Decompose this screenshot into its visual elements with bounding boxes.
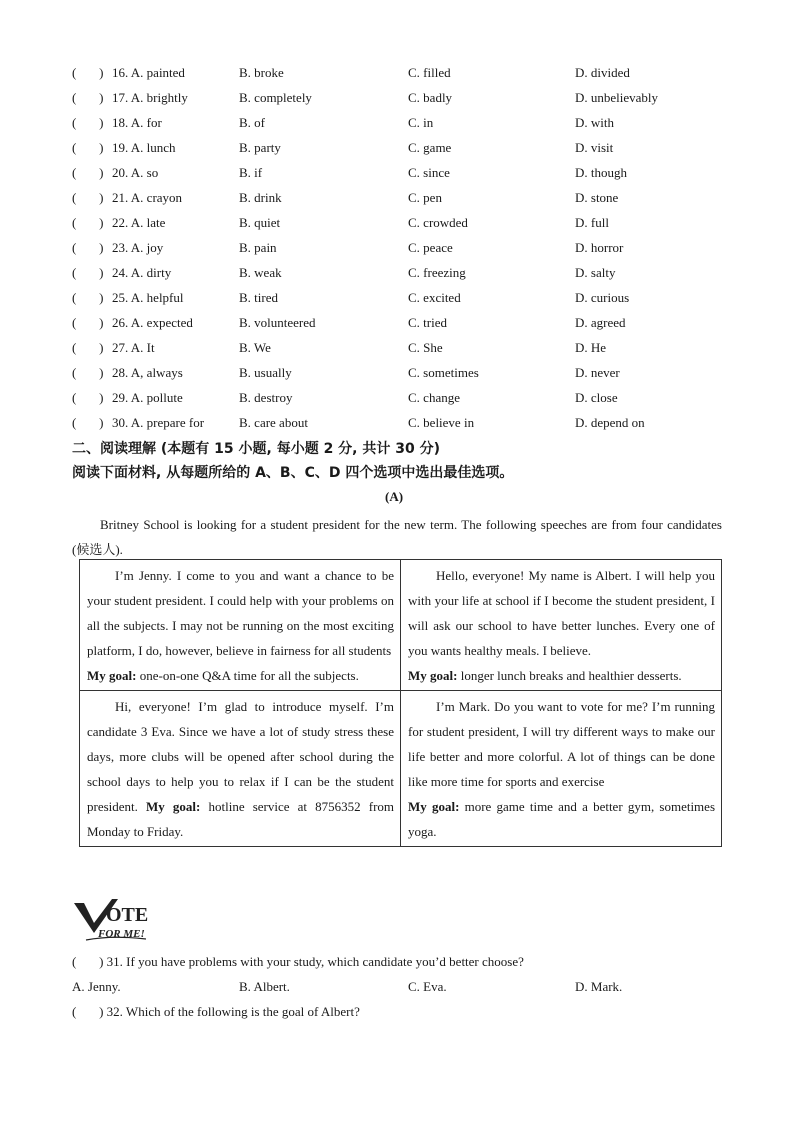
option-a: 18. A. for: [112, 115, 162, 130]
option-a: 23. A. joy: [112, 240, 164, 255]
option-b: B. We: [239, 340, 271, 355]
option-b: B. destroy: [239, 390, 293, 405]
option-b: B. volunteered: [239, 315, 316, 330]
logo-text-vote: OTE: [106, 904, 149, 926]
option-c: C. crowded: [408, 215, 468, 230]
option-d: D. divided: [575, 65, 630, 80]
option-row: [72, 163, 732, 183]
option-row: [72, 213, 732, 233]
candidate-speech: I’m Mark. Do you want to vote for me? I’m running for student president, I will try different ways to make our life better and more colorful. A lot of things can be done like more time for sports and exercise: [408, 699, 715, 789]
answer-blank[interactable]: ( ): [72, 954, 104, 969]
question-31-options: [72, 976, 732, 998]
passage-intro: [72, 512, 722, 562]
option-a: 22. A. late: [112, 215, 166, 230]
option-a: 29. A. pollute: [112, 390, 183, 405]
option-row: [72, 238, 732, 258]
answer-blank[interactable]: ( ): [72, 190, 104, 205]
option-c: C. excited: [408, 290, 461, 305]
candidate-eva: [80, 691, 401, 847]
candidate-jenny: [80, 560, 401, 691]
goal-text: more game time and a better gym, sometimes yoga.: [408, 799, 716, 839]
option-row: [72, 188, 732, 208]
candidate-mark: [401, 691, 722, 847]
option-row: [72, 263, 732, 283]
goal-text: hotline service at 8756352 from Monday to Friday.: [87, 799, 395, 839]
answer-blank[interactable]: ( ): [72, 215, 104, 230]
option-b: B. if: [239, 165, 263, 180]
option-row: [72, 88, 732, 108]
option-c: C. pen: [408, 190, 442, 205]
option-d: D. He: [575, 340, 607, 355]
option-c: C. change: [408, 390, 460, 405]
option-a: 17. A. brightly: [112, 90, 188, 105]
option-c: C. badly: [408, 90, 453, 105]
candidate-speech: Hi, everyone! I’m glad to introduce myself. I’m candidate 3 Eva. Since we have a lot of study stress these days, more clubs will be opened after school during the school days to help you to relax if I can be the student president.: [87, 699, 394, 814]
option-b: B. completely: [239, 90, 312, 105]
goal-text: longer lunch breaks and healthier desserts.: [460, 668, 682, 683]
option-a: 24. A. dirty: [112, 265, 172, 280]
answer-blank[interactable]: ( ): [72, 390, 104, 405]
option-d: D. agreed: [575, 315, 626, 330]
answer-blank[interactable]: ( ): [72, 90, 104, 105]
option-d: D. Mark.: [575, 979, 623, 994]
option-d: D. curious: [575, 290, 630, 305]
option-c: C. since: [408, 165, 450, 180]
answer-blank[interactable]: ( ): [72, 290, 104, 305]
option-b: B. weak: [239, 265, 282, 280]
goal-label: My goal:: [408, 799, 460, 814]
option-a: 20. A. so: [112, 165, 159, 180]
option-a: 30. A. prepare for: [112, 415, 205, 430]
option-b: B. drink: [239, 190, 282, 205]
answer-blank[interactable]: ( ): [72, 365, 104, 380]
option-d: D. depend on: [575, 415, 645, 430]
option-d: D. salty: [575, 265, 616, 280]
option-b: B. pain: [239, 240, 277, 255]
option-c: C. She: [408, 340, 443, 355]
option-a: 16. A. painted: [112, 65, 185, 80]
option-b: B. broke: [239, 65, 284, 80]
option-row: [72, 113, 732, 133]
section-title: 二、阅读理解 (本题有 15 小题, 每小题 2 分, 共计 30 分): [72, 441, 441, 457]
question-text: 32. Which of the following is the goal of Albert?: [106, 1004, 360, 1019]
answer-blank[interactable]: ( ): [72, 265, 104, 280]
option-c: C. freezing: [408, 265, 466, 280]
option-row: [72, 313, 732, 333]
answer-blank[interactable]: ( ): [72, 140, 104, 155]
option-d: D. with: [575, 115, 614, 130]
option-b: B. party: [239, 140, 281, 155]
passage-intro-text: Britney School is looking for a student president for the new term. The following speeches are from four candidates (候选人).: [72, 517, 722, 557]
answer-blank[interactable]: ( ): [72, 340, 104, 355]
option-c: C. filled: [408, 65, 451, 80]
question-31: [72, 951, 524, 973]
option-row: [72, 63, 732, 83]
option-row: [72, 138, 732, 158]
option-b: B. tired: [239, 290, 278, 305]
goal-text: one-on-one Q&A time for all the subjects.: [139, 668, 359, 683]
answer-blank[interactable]: ( ): [72, 415, 104, 430]
option-d: D. full: [575, 215, 609, 230]
answer-blank[interactable]: ( ): [72, 315, 104, 330]
answer-blank[interactable]: ( ): [72, 1004, 104, 1019]
candidate-speech: Hello, everyone! My name is Albert. I will help you with your life at school if I become the student president, I will ask our school to have better lunches. Every one of you wants healthy meals. I believe.: [408, 568, 715, 658]
option-d: D. never: [575, 365, 620, 380]
option-a: 21. A. crayon: [112, 190, 183, 205]
option-a: 19. A. lunch: [112, 140, 176, 155]
logo-text-for-me: FOR ME!: [98, 928, 145, 940]
option-a: 26. A. expected: [112, 315, 193, 330]
option-b: B. care about: [239, 415, 308, 430]
candidate-speech-with-goal: [87, 694, 394, 844]
answer-blank[interactable]: ( ): [72, 165, 104, 180]
option-c: C. sometimes: [408, 365, 479, 380]
option-d: D. unbelievably: [575, 90, 659, 105]
vote-for-me-logo: [72, 897, 154, 943]
option-a: 25. A. helpful: [112, 290, 184, 305]
option-c: C. in: [408, 115, 434, 130]
option-d: D. close: [575, 390, 618, 405]
question-text: 31. If you have problems with your study, which candidate you’d better choose?: [106, 954, 524, 969]
option-c: C. game: [408, 140, 452, 155]
option-row: [72, 388, 732, 408]
option-b: B. Albert.: [239, 979, 290, 994]
option-row: [72, 413, 732, 433]
option-row: [72, 363, 732, 383]
answer-blank[interactable]: ( ): [72, 240, 104, 255]
option-a: 27. A. It: [112, 340, 155, 355]
option-b: B. usually: [239, 365, 292, 380]
option-d: D. visit: [575, 140, 614, 155]
option-a: A. Jenny.: [72, 979, 121, 994]
option-b: B. of: [239, 115, 265, 130]
candidate-speech: I’m Jenny. I come to you and want a chance to be your student president. I could help with your problems on all the subjects. I may not be running on the most exciting platform, I do, however, believe in fairness for all students: [87, 568, 394, 658]
option-c: C. tried: [408, 315, 447, 330]
option-d: D. horror: [575, 240, 624, 255]
candidate-albert: [401, 560, 722, 691]
section-instruction: 阅读下面材料, 从每题所给的 A、B、C、D 四个选项中选出最佳选项。: [72, 465, 514, 481]
goal-label: My goal:: [146, 799, 201, 814]
option-c: C. Eva.: [408, 979, 447, 994]
answer-blank[interactable]: ( ): [72, 65, 104, 80]
option-c: C. believe in: [408, 415, 475, 430]
goal-label: My goal:: [408, 668, 458, 683]
candidates-table: [79, 559, 722, 847]
option-c: C. peace: [408, 240, 453, 255]
option-row: [72, 338, 732, 358]
answer-blank[interactable]: ( ): [72, 115, 104, 130]
passage-label: (A): [385, 489, 404, 504]
option-b: B. quiet: [239, 215, 281, 230]
option-d: D. though: [575, 165, 627, 180]
goal-label: My goal:: [87, 668, 137, 683]
option-row: [72, 288, 732, 308]
question-32: [72, 1001, 360, 1023]
option-a: 28. A, always: [112, 365, 183, 380]
option-d: D. stone: [575, 190, 619, 205]
